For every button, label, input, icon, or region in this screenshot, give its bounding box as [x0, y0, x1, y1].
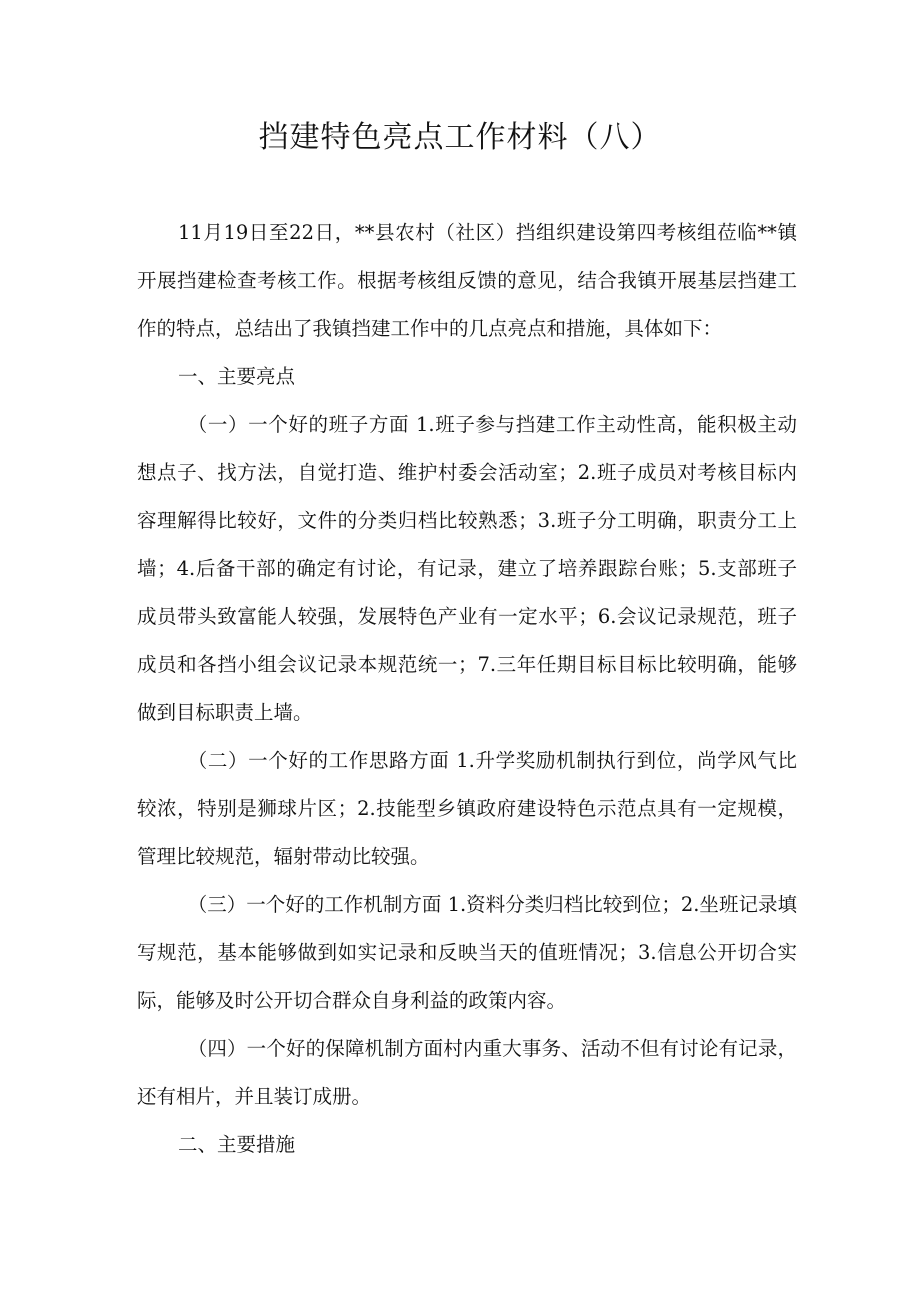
highlight-item-2: （二）一个好的工作思路方面 1.升学奖励机制执行到位，尚学风气比较浓，特别是狮球片区；2.技能型乡镇政府建设特色示范点具有一定规模，管理比较规范，辐射带动比较强。	[137, 749, 797, 868]
highlight-item-1: （一）一个好的班子方面 1.班子参与挡建工作主动性高，能积极主动想点子、找方法，自觉打造、维护村委会活动室；2.班子成员对考核目标内容理解得比较好，文件的分类归档比较熟悉；3.班子分工明确，职责分工上墙；4.后备干部的确定有讨论，有记录，建立了培养跟踪台账；5.支部班子成员带头致富能人较强，发展特色产业有一定水平；6.会议记录规范，班子成员和各挡小组会议记录本规范统一；7.三年任期目标目标比较明确，能够做到目标职责上墙。	[137, 413, 797, 724]
document-title: 挡建特色亮点工作材料（八）	[258, 120, 662, 155]
highlight-item-3: （三）一个好的工作机制方面 1.资料分类归档比较到位；2.坐班记录填写规范，基本能够做到如实记录和反映当天的值班情况；3.信息公开切合实际，能够及时公开切合群众自身利益的政策内容。	[137, 893, 797, 1012]
highlight-item-4: （四）一个好的保障机制方面村内重大事务、活动不但有讨论有记录，还有相片，并且装订成册。	[137, 1037, 797, 1108]
section-heading-measures: 二、主要措施	[177, 1133, 295, 1156]
document-body	[137, 209, 797, 1169]
section-heading-highlights: 一、主要亮点	[177, 365, 295, 388]
intro-paragraph: 11月19日至22日，**县农村（社区）挡组织建设第四考核组莅临**镇开展挡建检查考核工作。根据考核组反馈的意见，结合我镇开展基层挡建工作的特点，总结出了我镇挡建工作中的几点亮点和措施，具体如下：	[137, 221, 797, 340]
